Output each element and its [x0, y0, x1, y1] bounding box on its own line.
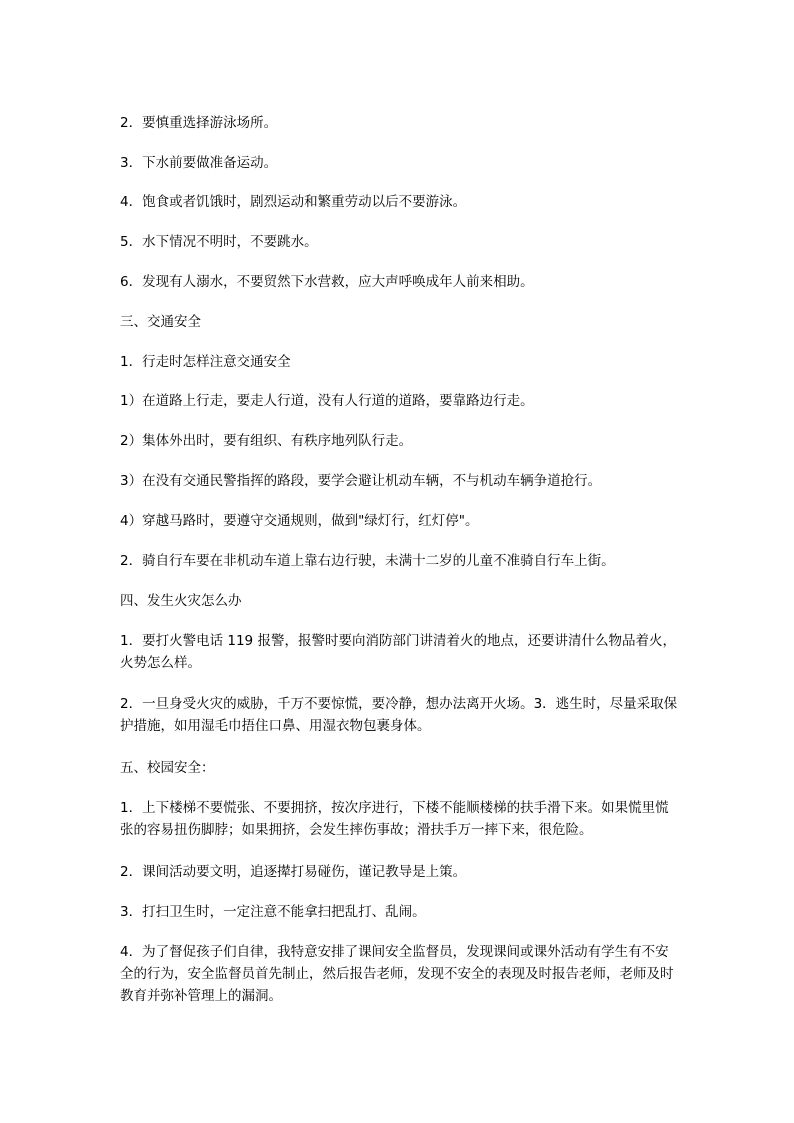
- paragraph: 2．一旦身受火灾的威胁，千万不要惊慌，要冷静，想办法离开火场。3．逃生时，尽量采取保护措施，如用湿毛巾捂住口鼻、用湿衣物包裹身体。: [120, 695, 678, 734]
- subheading: 1．行走时怎样注意交通安全: [120, 353, 291, 370]
- paragraph: 4．饱食或者饥饿时，剧烈运动和繁重劳动以后不要游泳。: [120, 193, 467, 210]
- paragraph: 2）集体外出时，要有组织、有秩序地列队行走。: [120, 432, 413, 449]
- paragraph: 3）在没有交通民警指挥的路段，要学会避让机动车辆，不与机动车辆争道抢行。: [120, 472, 602, 489]
- paragraph: 5．水下情况不明时，不要跳水。: [120, 233, 318, 250]
- paragraph: 2．课间活动要文明，追逐撵打易碰伤，谨记教导是上策。: [120, 863, 467, 880]
- section-heading: 五、校园安全：: [120, 759, 215, 776]
- paragraph: 3．下水前要做准备运动。: [120, 154, 278, 171]
- paragraph: 2．要慎重选择游泳场所。: [120, 114, 278, 131]
- paragraph: 3．打扫卫生时，一定注意不能拿扫把乱打、乱闹。: [120, 903, 426, 920]
- section-heading: 四、发生火灾怎么办: [120, 592, 242, 609]
- paragraph: 6．发现有人溺水，不要贸然下水营救，应大声呼唤成年人前来相助。: [120, 273, 534, 290]
- paragraph: 4）穿越马路时，要遵守交通规则，做到"绿灯行，红灯停"。: [120, 512, 479, 529]
- section-heading: 三、交通安全: [120, 313, 201, 330]
- paragraph: 1．要打火警电话 119 报警，报警时要向消防部门讲清着火的地点，还要讲清什么物品着火，火势怎么样。: [120, 632, 676, 671]
- paragraph: 2．骑自行车要在非机动车道上靠右边行驶，未满十二岁的儿童不准骑自行车上街。: [120, 552, 615, 569]
- paragraph: 1．上下楼梯不要慌张、不要拥挤，按次序进行，下楼不能顺楼梯的扶手滑下来。如果慌里慌张的容易扭伤脚脖；如果拥挤，会发生摔伤事故；滑扶手万一摔下来，很危险。: [120, 799, 669, 838]
- paragraph: 4．为了督促孩子们自律，我特意安排了课间安全监督员，发现课间或课外活动有学生有不安全的行为，安全监督员首先制止，然后报告老师，发现不安全的表现及时报告老师，老师及时教育并弥补管理上的漏洞。: [120, 943, 674, 1004]
- paragraph: 1）在道路上行走，要走人行道，没有人行道的道路，要靠路边行走。: [120, 392, 534, 409]
